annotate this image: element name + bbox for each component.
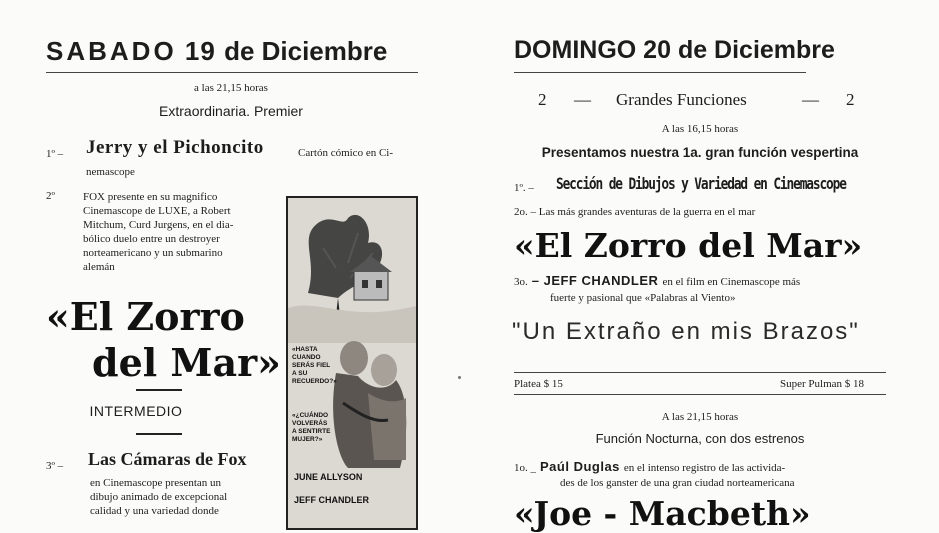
- right-header-rule: [514, 72, 806, 73]
- right-night-item-text-a: en el intenso registro de las activida-: [623, 462, 786, 474]
- left-item3-text: [90, 476, 280, 518]
- left-time: a las 21,15 horas: [194, 82, 268, 94]
- right-price-right: Super Pulman $ 18: [780, 378, 865, 390]
- left-item3-title: Las Cámaras de Fox: [88, 449, 247, 469]
- right-sessions-dash-left: —: [574, 90, 591, 109]
- left-item2-line: bólico duelo entre un destroyer: [83, 233, 220, 245]
- right-item3-text-b: fuerte y pasional que «Palabras al Viento»: [550, 292, 736, 304]
- left-item3-line: en Cinemascope presentan un: [90, 477, 222, 489]
- left-item2-line: FOX presente en su magnifico: [83, 191, 218, 203]
- poster-quote-1: [292, 346, 344, 386]
- right-item2: [514, 205, 755, 219]
- poster-cast-2: JEFF CHANDLER: [294, 495, 370, 505]
- right-sessions-left: 2: [538, 90, 547, 109]
- poster-quote-line: «¿CUÁNDO: [292, 412, 329, 419]
- right-night-item-name: Paúl Duglas: [540, 459, 620, 474]
- right-header-num: 20: [643, 36, 671, 64]
- right-item3-name: – JEFF CHANDLER: [531, 273, 659, 288]
- left-item2-line: Cinemascope de LUXE, a Robert: [83, 205, 231, 217]
- left-item2-line: alemán: [83, 261, 115, 273]
- poster-quote-line: MUJER?»: [292, 436, 323, 443]
- right-intro: Presentamos nuestra 1a. gran función vespertina: [541, 145, 859, 160]
- right-time2: A las 21,15 horas: [661, 411, 739, 423]
- left-item3-number: 3º –: [46, 460, 64, 472]
- left-header-day: SABADO: [46, 36, 177, 66]
- right-header-day: DOMINGO: [514, 36, 637, 64]
- right-header: [514, 36, 886, 65]
- left-item1-note-a: Cartón cómico en Ci-: [298, 147, 394, 159]
- poster-quote-line: SERÁS FIEL: [292, 362, 331, 369]
- left-intermission: INTERMEDIO: [89, 403, 183, 419]
- left-film-title-line1: «El Zorro: [46, 294, 245, 339]
- right-price-left: Platea $ 15: [514, 378, 563, 390]
- fold-dot: [458, 376, 461, 379]
- left-header-rule: [46, 72, 418, 73]
- right-night-item: [514, 458, 785, 476]
- right-sessions-label: Grandes Funciones: [616, 90, 747, 109]
- right-time1: A las 16,15 horas: [661, 123, 739, 135]
- right-night-item-text-b: des de los ganster de una gran ciudad norteamericana: [560, 477, 795, 489]
- left-item3-line: dibujo animado de excepcional: [90, 491, 228, 503]
- poster-quote-line: A SU: [292, 370, 308, 377]
- right-item3-text-a: en el film en Cinemascope más: [662, 276, 801, 288]
- right-sessions-row: [514, 90, 886, 112]
- left-item2-text: [83, 190, 283, 274]
- poster-quote-line: CUANDO: [292, 354, 321, 361]
- right-night-item-number: 1o. _: [514, 462, 536, 474]
- poster-quote-line: A SENTIRTE: [292, 428, 331, 435]
- left-header-num: 19: [184, 36, 216, 66]
- right-price-rule-bottom: [514, 394, 886, 395]
- left-item1-note-b: nemascope: [86, 166, 135, 178]
- left-item2-number: 2º: [46, 190, 55, 202]
- right-sessions-dash-right: —: [802, 90, 819, 109]
- left-header: [46, 36, 416, 67]
- right-sessions-right: 2: [846, 90, 855, 109]
- right-item3-number: 3o.: [514, 276, 528, 288]
- left-item3-line: calidad y una variedad donde: [90, 505, 219, 517]
- right-price-rule-top: [514, 372, 886, 373]
- poster-quote-line: RECUERDO?»: [292, 378, 337, 385]
- right-item2-text: – Las más grandes aventuras de la guerra en el mar: [530, 206, 756, 218]
- left-subtitle: Extraordinaria. Premier: [159, 103, 303, 119]
- right-header-rest: de Diciembre: [677, 36, 835, 64]
- right-item1-number: 1º. –: [514, 182, 534, 194]
- left-item2-line: Mitchum, Curd Jurgens, en el dia-: [83, 219, 234, 231]
- poster-quote-2: [292, 412, 344, 444]
- right-item3: [514, 272, 800, 290]
- left-header-rest: de Diciembre: [224, 36, 388, 66]
- poster-cast-1: JUNE ALLYSON: [294, 472, 363, 482]
- right-item2-number: 2o.: [514, 206, 528, 218]
- movie-poster: [286, 196, 418, 530]
- left-item1-title: Jerry y el Pichoncito: [86, 137, 264, 158]
- left-item1-number: 1º –: [46, 148, 64, 160]
- left-item2-line: norteamericano y un submarino: [83, 247, 223, 259]
- right-film-title: «El Zorro del Mar»: [514, 226, 863, 265]
- left-intermission-rule-top: [136, 389, 182, 391]
- poster-quote-line: VOLVERÁS: [292, 420, 328, 427]
- left-intermission-rule-bottom: [136, 433, 182, 435]
- poster-quote-line: «HASTA: [292, 346, 318, 353]
- right-film2-title: "Un Extraño en mis Brazos": [512, 318, 860, 345]
- right-item1-title: Sección de Dibujos y Variedad en Cinemascope: [556, 174, 846, 193]
- right-night: Función Nocturna, con dos estrenos: [595, 431, 805, 446]
- left-film-title-line2: del Mar»: [92, 340, 281, 385]
- right-film3-title: «Joe - Macbeth»: [514, 494, 811, 533]
